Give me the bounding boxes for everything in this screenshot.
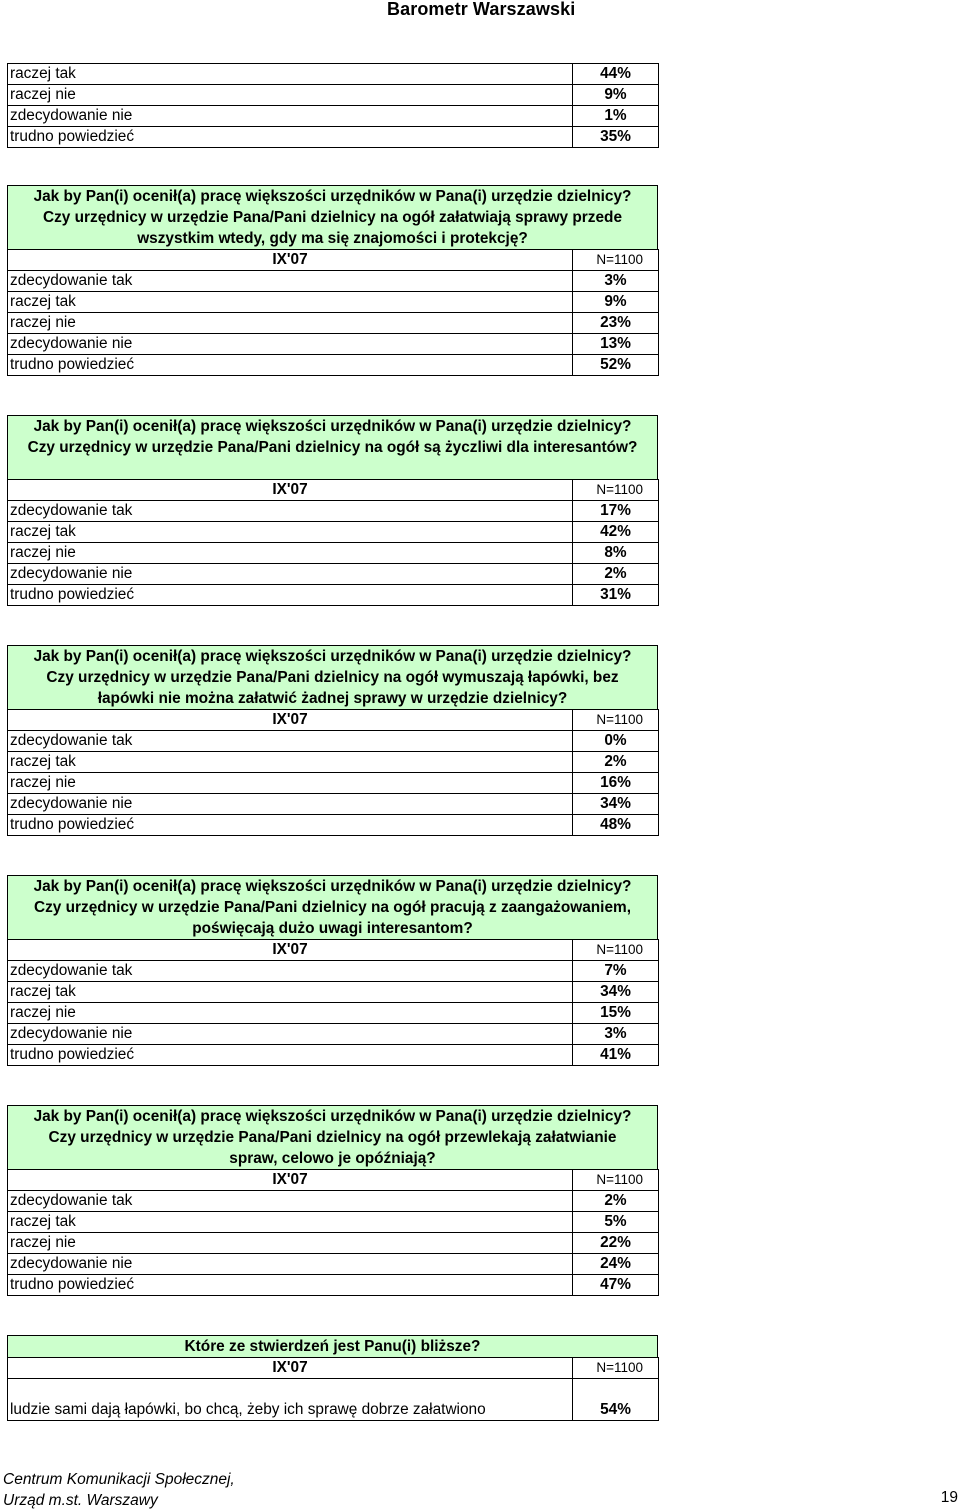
answer-value: 5% xyxy=(573,1212,659,1233)
wave-label: IX'07 xyxy=(8,710,573,731)
table-row xyxy=(8,1275,659,1296)
question-line: Jak by Pan(i) ocenił(a) pracę większości urzędników w Pana(i) urzędzie dzielnicy? xyxy=(33,418,632,435)
result-table-continued xyxy=(7,63,658,148)
question-block-protection xyxy=(7,185,658,376)
table-row xyxy=(8,1379,659,1421)
question-line: poświęcają dużo uwagi interesantom? xyxy=(192,920,473,937)
answer-value: 2% xyxy=(573,1191,659,1212)
answer-label: raczej tak xyxy=(8,1212,573,1233)
table-row xyxy=(8,292,659,313)
sample-size: N=1100 xyxy=(573,250,659,271)
answer-value: 9% xyxy=(573,85,659,106)
table-row xyxy=(8,1233,659,1254)
answer-value: 34% xyxy=(573,982,659,1003)
answer-value: 41% xyxy=(573,1045,659,1066)
question-line: Jak by Pan(i) ocenił(a) pracę większości urzędników w Pana(i) urzędzie dzielnicy? xyxy=(33,648,632,665)
table-row xyxy=(8,1003,659,1024)
answer-value: 22% xyxy=(573,1233,659,1254)
answer-label: raczej nie xyxy=(8,1003,573,1024)
question-line: Jak by Pan(i) ocenił(a) pracę większości urzędników w Pana(i) urzędzie dzielnicy? xyxy=(33,188,632,205)
answer-label: trudno powiedzieć xyxy=(8,1045,573,1066)
answer-value: 44% xyxy=(573,64,659,85)
table-row xyxy=(8,1212,659,1233)
question-line: Czy urzędnicy w urzędzie Pana/Pani dzielnicy na ogół wymuszają łapówki, bez xyxy=(46,669,619,686)
answer-label: raczej nie xyxy=(8,85,573,106)
table-row xyxy=(8,1024,659,1045)
table-header-row xyxy=(8,1358,659,1379)
table-row xyxy=(8,64,659,85)
answer-value: 17% xyxy=(573,501,659,522)
answer-label: raczej tak xyxy=(8,292,573,313)
answer-label: raczej nie xyxy=(8,773,573,794)
question-header xyxy=(7,645,658,709)
question-line: spraw, celowo je opóźniają? xyxy=(229,1150,436,1167)
table-row xyxy=(8,982,659,1003)
table-row xyxy=(8,522,659,543)
footer-line: Centrum Komunikacji Społecznej, xyxy=(3,1471,235,1488)
table-header-row xyxy=(8,940,659,961)
answer-label: trudno powiedzieć xyxy=(8,127,573,148)
answer-value: 9% xyxy=(573,292,659,313)
answer-value: 24% xyxy=(573,1254,659,1275)
answer-label: zdecydowanie tak xyxy=(8,961,573,982)
wave-label: IX'07 xyxy=(8,480,573,501)
table-row xyxy=(8,127,659,148)
answer-label: trudno powiedzieć xyxy=(8,1275,573,1296)
page-number: 19 xyxy=(940,1489,958,1506)
wave-label: IX'07 xyxy=(8,940,573,961)
question-block-engagement xyxy=(7,875,658,1066)
table-row xyxy=(8,731,659,752)
table-row xyxy=(8,334,659,355)
question-header xyxy=(7,1105,658,1169)
answer-label: trudno powiedzieć xyxy=(8,815,573,836)
table-row xyxy=(8,271,659,292)
question-line: wszystkim wtedy, gdy ma się znajomości i protekcję? xyxy=(137,230,528,247)
table-row xyxy=(8,106,659,127)
answer-value: 31% xyxy=(573,585,659,606)
question-line: Czy urzędnicy w urzędzie Pana/Pani dzielnicy na ogół przewlekają załatwianie xyxy=(48,1129,617,1146)
table-row xyxy=(8,961,659,982)
table-row xyxy=(8,794,659,815)
table-row xyxy=(8,1045,659,1066)
answer-value: 2% xyxy=(573,752,659,773)
table-row xyxy=(8,815,659,836)
answer-value: 0% xyxy=(573,731,659,752)
answer-label: raczej nie xyxy=(8,543,573,564)
footer-line: Urząd m.st. Warszawy xyxy=(3,1492,158,1509)
answer-value: 8% xyxy=(573,543,659,564)
question-line: Czy urzędnicy w urzędzie Pana/Pani dzielnicy na ogół są życzliwi dla interesantów? xyxy=(27,439,638,456)
table-row xyxy=(8,585,659,606)
answer-label: zdecydowanie tak xyxy=(8,1191,573,1212)
answer-value: 34% xyxy=(573,794,659,815)
answer-label: raczej tak xyxy=(8,982,573,1003)
table-header-row xyxy=(8,250,659,271)
question-header xyxy=(7,415,658,479)
table-row xyxy=(8,85,659,106)
sample-size: N=1100 xyxy=(573,1358,659,1379)
answer-label: raczej tak xyxy=(8,64,573,85)
answer-value: 15% xyxy=(573,1003,659,1024)
table-row xyxy=(8,543,659,564)
sample-size: N=1100 xyxy=(573,1170,659,1191)
answer-value: 7% xyxy=(573,961,659,982)
answer-label: raczej nie xyxy=(8,1233,573,1254)
answer-value: 42% xyxy=(573,522,659,543)
table-row xyxy=(8,501,659,522)
answer-value: 48% xyxy=(573,815,659,836)
table-row xyxy=(8,313,659,334)
table-row xyxy=(8,564,659,585)
table-header-row xyxy=(8,1170,659,1191)
answer-value: 23% xyxy=(573,313,659,334)
table-row xyxy=(8,1191,659,1212)
answer-label: raczej tak xyxy=(8,522,573,543)
question-line: Które ze stwierdzeń jest Panu(i) bliższe? xyxy=(184,1338,481,1355)
answer-label: ludzie sami dają łapówki, bo chcą, żeby ich sprawę dobrze załatwiono xyxy=(8,1379,573,1421)
answer-value: 52% xyxy=(573,355,659,376)
footer-credit xyxy=(3,1469,235,1511)
answer-label: zdecydowanie nie xyxy=(8,1254,573,1275)
table-header-row xyxy=(8,480,659,501)
question-line: Jak by Pan(i) ocenił(a) pracę większości urzędników w Pana(i) urzędzie dzielnicy? xyxy=(33,878,632,895)
table-header-row xyxy=(8,710,659,731)
answer-label: zdecydowanie nie xyxy=(8,794,573,815)
answer-value: 47% xyxy=(573,1275,659,1296)
question-line: Czy urzędnicy w urzędzie Pana/Pani dzielnicy na ogół załatwiają sprawy przede xyxy=(42,209,623,226)
answer-label: zdecydowanie nie xyxy=(8,564,573,585)
wave-label: IX'07 xyxy=(8,250,573,271)
question-header xyxy=(7,1335,658,1357)
question-block-delays xyxy=(7,1105,658,1296)
question-block-kindness xyxy=(7,415,658,606)
answer-value: 35% xyxy=(573,127,659,148)
question-line: Jak by Pan(i) ocenił(a) pracę większości urzędników w Pana(i) urzędzie dzielnicy? xyxy=(33,1108,632,1125)
answer-value: 16% xyxy=(573,773,659,794)
answer-value: 13% xyxy=(573,334,659,355)
question-block-statements xyxy=(7,1335,658,1421)
answer-value: 1% xyxy=(573,106,659,127)
table-row xyxy=(8,355,659,376)
answer-label: zdecydowanie nie xyxy=(8,1024,573,1045)
answer-value: 3% xyxy=(573,271,659,292)
answer-value: 2% xyxy=(573,564,659,585)
sample-size: N=1100 xyxy=(573,480,659,501)
table-row xyxy=(8,752,659,773)
question-header xyxy=(7,875,658,939)
answer-label: zdecydowanie tak xyxy=(8,731,573,752)
answer-label: trudno powiedzieć xyxy=(8,355,573,376)
wave-label: IX'07 xyxy=(8,1358,573,1379)
question-block-bribes xyxy=(7,645,658,836)
question-header xyxy=(7,185,658,249)
answer-value: 3% xyxy=(573,1024,659,1045)
document-title: Barometr Warszawski xyxy=(387,0,576,19)
sample-size: N=1100 xyxy=(573,940,659,961)
answer-label: zdecydowanie nie xyxy=(8,334,573,355)
sample-size: N=1100 xyxy=(573,710,659,731)
table-row xyxy=(8,773,659,794)
question-line: łapówki nie można załatwić żadnej sprawy w urzędzie dzielnicy? xyxy=(97,690,568,707)
answer-label: zdecydowanie nie xyxy=(8,106,573,127)
answer-value: 54% xyxy=(573,1379,659,1421)
answer-label: raczej nie xyxy=(8,313,573,334)
answer-label: trudno powiedzieć xyxy=(8,585,573,606)
answer-label: zdecydowanie tak xyxy=(8,501,573,522)
table-row xyxy=(8,1254,659,1275)
question-line: Czy urzędnicy w urzędzie Pana/Pani dzielnicy na ogół pracują z zaangażowaniem, xyxy=(34,899,631,916)
wave-label: IX'07 xyxy=(8,1170,573,1191)
answer-label: zdecydowanie tak xyxy=(8,271,573,292)
answer-label: raczej tak xyxy=(8,752,573,773)
